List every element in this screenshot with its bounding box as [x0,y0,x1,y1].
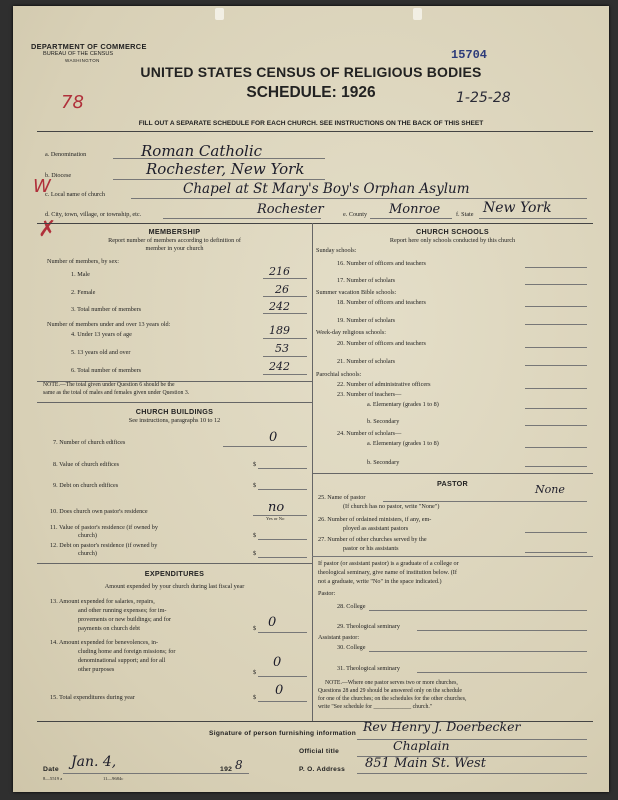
department-name: DEPARTMENT OF COMMERCE [31,42,147,51]
membership-note-1: NOTE.—The total given under Question 6 should be the [43,382,175,388]
q15-line [258,701,307,702]
bureau-name: BUREAU OF THE CENSUS [43,51,114,57]
signature-value: Rev Henry J. Doerbecker [363,719,521,734]
census-schedule-sheet [13,6,609,792]
q13-line [258,632,307,633]
q24-label: 24. Number of scholars— [337,430,402,437]
q2-label: 2. Female [71,289,96,296]
signature-line [357,739,587,740]
form-number-2: 11—9684c [103,776,124,781]
state-value: New York [483,200,552,216]
q14-label-1: 14. Amount expended for benevolences, in- [50,639,159,646]
year-prefix: 192 [220,766,233,773]
instructions-line: FILL OUT A SEPARATE SCHEDULE FOR EACH CHURCH. SEE INSTRUCTIONS ON THE BACK OF THIS SHEET [138,120,484,127]
official-title-label: Official title [299,748,340,755]
church-name-label: c. Local name of church [45,191,105,198]
date-line [63,773,249,774]
q16-line [525,267,587,268]
q26-label-2: ployed as assistant pastors [343,525,409,532]
state-line [479,218,587,219]
pastor-note-2: Questions 28 and 29 should be answered only on the schedule [318,688,462,694]
expenditures-heading: EXPENDITURES [144,569,205,578]
q22-line [525,388,587,389]
schedule-number-stamp: 15704 [451,48,488,62]
q11-label-1: 11. Value of pastor's residence (if owned by [50,524,158,531]
q17-line [525,284,587,285]
q14-dollar: $ [253,669,257,676]
q12-label-2: church) [78,550,97,557]
denomination-value: Roman Catholic [141,142,263,160]
q20-label: 20. Number of officers and teachers [337,340,426,347]
q19-label: 19. Number of scholars [337,317,396,324]
q9-label: 9. Debt on church edifices [53,482,119,489]
q17-label: 17. Number of scholars [337,277,396,284]
q12-dollar: $ [253,550,257,557]
q7-value: 0 [269,430,278,445]
pastor-sublabel: Pastor: [318,590,336,597]
address-line [357,773,587,774]
members-by-age-label: Number of members under and over 13 years old: [47,321,171,328]
q1-label: 1. Male [71,271,90,278]
q4-value: 189 [269,324,290,337]
q1-line [263,278,307,279]
form-number: 8—5519 a [43,776,63,781]
q25-label: 25. Name of pastor [318,494,366,501]
column-divider [312,223,313,721]
buildings-heading: CHURCH BUILDINGS [135,407,214,416]
q14-label-3: denominational support; and for all [78,657,166,664]
q30-label: 30. College [337,644,366,651]
q13-value: 0 [268,615,277,630]
q13-label-1: 13. Amount expended for salaries, repairs, [50,598,155,605]
buildings-top-rule [37,402,312,403]
sunday-schools-label: Sunday schools: [316,247,357,254]
q25-value: None [535,483,565,496]
q23b-line [525,425,587,426]
q8-dollar: $ [253,461,257,468]
q19-line [525,324,587,325]
q14-line [258,676,307,677]
received-date: 1-25-28 [456,90,511,106]
city-label: d. City, town, village, or township, etc. [45,211,142,218]
q10-label: 10. Does church own pastor's residence [50,508,148,515]
official-title-value: Chaplain [393,738,450,753]
q13-dollar: $ [253,625,257,632]
q4-label: 4. Under 13 years of age [71,331,132,338]
q22-label: 22. Number of administrative officers [337,381,431,388]
q30-line [369,651,587,652]
buildings-subheading: See instructions, paragraphs 10 to 12 [128,417,221,424]
q10-value: no [268,500,285,515]
date-value: Jan. 4, [71,754,117,770]
q5-line [263,356,307,357]
grid-top-rule [37,223,593,224]
schools-heading: CHURCH SCHOOLS [416,227,489,236]
q29-line [417,630,587,631]
q12-label-1: 12. Debt on pastor's residence (if owned by [50,542,158,549]
diocese-label: b. Diocese [45,172,72,179]
buildings-bottom-rule [37,563,312,564]
q31-label: 31. Theological seminary [337,665,400,672]
q2-line [263,296,307,297]
q21-line [525,365,587,366]
denomination-label: a. Denomination [45,151,87,158]
church-name-value: Chapel at St Mary's Boy's Orphan Asylum [183,181,470,197]
q18-label: 18. Number of officers and teachers [337,299,426,306]
state-label: f. State [456,211,474,218]
q3-line [263,313,307,314]
q15-value: 0 [275,683,284,698]
margin-mark: W [33,176,51,197]
schools-subheading: Report here only schools conducted by this church [389,237,516,244]
yes-no-hint: Yes or No [266,516,285,521]
q25-line [383,501,587,502]
q3-value: 242 [269,300,290,313]
summer-schools-label: Summer vacation Bible schools: [316,289,397,296]
pastor-note-3: for one of the churches; on the schedules for the other churches, [318,696,467,702]
pastor-note-1: NOTE.—Where one pastor serves two or more churches, [325,680,458,686]
form-subtitle: SCHEDULE: 1926 [246,84,376,101]
membership-note-2: same as the total of males and females given under Question 3. [43,390,190,396]
county-line [370,218,452,219]
q27-label-1: 27. Number of other churches served by the [318,536,427,543]
q23-label: 23. Number of teachers— [337,391,402,398]
q13-label-3: provements or new buildings; and for [78,616,171,623]
q5-label: 5. 13 years old and over [71,349,131,356]
membership-intro-1: Report number of members according to definition of [108,237,241,244]
q3-label: 3. Total number of members [71,306,142,313]
weekday-schools-label: Week-day religious schools: [316,329,386,336]
city-name: WASHINGTON [65,58,100,63]
q13-label-4: payments on church debt [78,625,141,632]
date-label: Date [43,766,59,773]
diocese-line [113,179,325,180]
q23b-label: b. Secondary [367,418,400,425]
year-value: 8 [235,758,243,772]
q12-line [258,557,307,558]
address-value: 851 Main St. West [365,756,486,771]
header-rule [37,131,593,132]
q13-label-2: and other running expenses; for im- [78,607,167,614]
signature-label: Signature of person furnishing information [209,730,357,737]
members-by-sex-label: Number of members, by sex: [47,258,119,265]
q8-label: 8. Value of church edifices [53,461,120,468]
q24a-label: a. Elementary (grades 1 to 8) [367,440,439,447]
q27-label-2: pastor or his assistants [343,545,399,552]
q4-line [263,338,307,339]
pastor-note-4: write "See schedule for _____________ church." [318,704,433,710]
q11-dollar: $ [253,532,257,539]
punch-hole [215,8,224,20]
q1-value: 216 [269,265,290,278]
q21-label: 21. Number of scholars [337,358,396,365]
church-name-line [131,198,587,199]
expenditures-subheading: Amount expended by your church during last fiscal year [104,583,245,590]
q18-line [525,306,587,307]
q26-line [525,532,587,533]
q14-label-2: cluding home and foreign missions; for [78,648,176,655]
schools-bottom-rule [312,473,593,474]
q23a-label: a. Elementary (grades 1 to 8) [367,401,439,408]
pastor-mid-rule [312,556,593,557]
pastor-intro-3: not a graduate, write "No" in the space indicated.) [318,578,442,585]
city-value: Rochester [257,202,324,217]
diocese-value: Rochester, New York [146,160,305,178]
q24b-label: b. Secondary [367,459,400,466]
q20-line [525,347,587,348]
form-title: UNITED STATES CENSUS OF RELIGIOUS BODIES [140,64,482,80]
q14-value: 0 [273,655,282,670]
q7-line [223,446,307,447]
pastor-intro-1: If pastor (or assistant pastor) is a graduate of a college or [318,560,459,567]
q28-label: 28. College [337,603,366,610]
q25-note: (If church has no pastor, write "None") [343,503,440,510]
q14-label-4: other purposes [78,666,115,673]
q6-value: 242 [269,360,290,373]
q24b-line [525,466,587,467]
q7-label: 7. Number of church edifices [53,439,126,446]
q23a-line [525,408,587,409]
membership-intro-2: member in your church [145,245,204,252]
q9-dollar: $ [253,482,257,489]
q15-dollar: $ [253,694,257,701]
q24a-line [525,447,587,448]
q6-line [263,374,307,375]
q8-line [258,468,307,469]
county-label: e. County [343,211,368,218]
margin-number: 78 [61,92,84,113]
address-label: P. O. Address [299,766,346,773]
q26-label-1: 26. Number of ordained ministers, if any, em- [318,516,432,523]
parochial-schools-label: Parochial schools: [316,371,362,378]
q2-value: 26 [275,283,289,296]
q11-line [258,539,307,540]
membership-heading: MEMBERSHIP [148,227,201,236]
assistant-pastor-sublabel: Assistant pastor: [318,634,360,641]
q5-value: 53 [275,342,289,355]
q31-line [417,672,587,673]
pastor-intro-2: theological seminary, give name of institution below. (If [318,569,457,576]
red-check-mark: ✗ [38,217,57,242]
q6-label: 6. Total number of members [71,367,142,374]
q27-line [525,552,587,553]
q29-label: 29. Theological seminary [337,623,400,630]
county-value: Monroe [389,202,441,217]
q28-line [369,610,587,611]
pastor-heading: PASTOR [436,479,469,488]
q9-line [258,489,307,490]
punch-hole [413,8,422,20]
q16-label: 16. Number of officers and teachers [337,260,426,267]
q11-label-2: church) [78,532,97,539]
city-line [163,218,321,219]
q15-label: 15. Total expenditures during year [50,694,135,701]
